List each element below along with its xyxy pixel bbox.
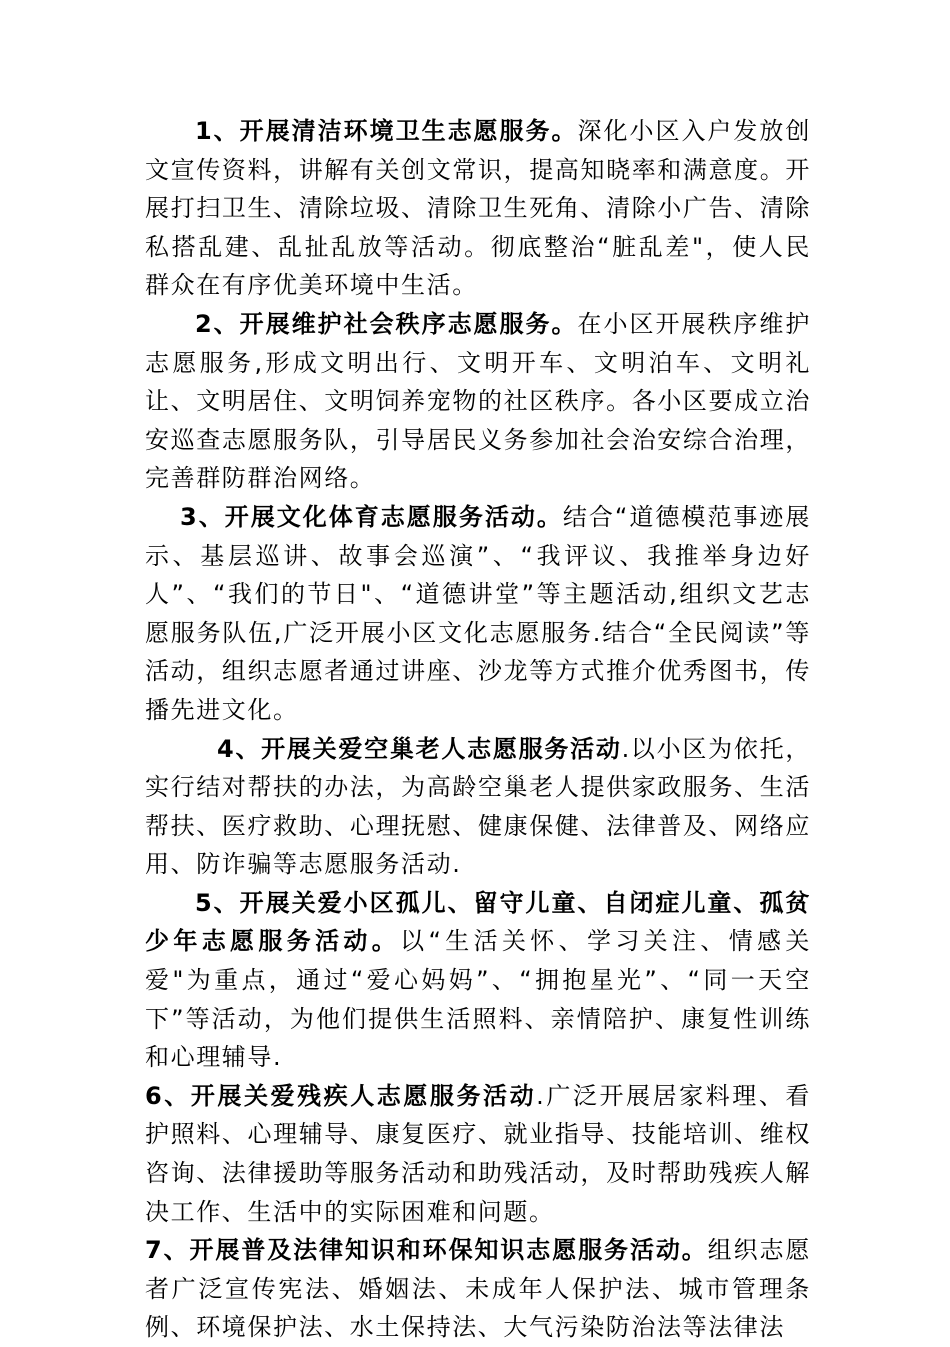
paragraph-1-heading: 1、开展清洁环境卫生志愿服务。 bbox=[195, 117, 578, 145]
paragraph-4-body: .以小区为依托，实行结对帮扶的办法，为高龄空巢老人提供家政服务、生活帮扶、医疗救助、心理抚慰、健康保健、法律普及、网络应用、防诈骗等志愿服务活动. bbox=[145, 734, 811, 879]
paragraph-4-heading: 4、开展关爱空巢老人志愿服务活动 bbox=[217, 734, 622, 763]
paragraph-6 bbox=[145, 1077, 811, 1231]
document-page bbox=[145, 112, 811, 1347]
paragraph-6-heading: 6、开展关爱残疾人志愿服务活动 bbox=[145, 1081, 537, 1110]
paragraph-3 bbox=[145, 498, 811, 730]
paragraph-5-body: 以“生活关怀、学习关注、情感关爱"为重点，通过“爱心妈妈”、“拥抱星光”、“同一天空下”等活动，为他们提供生活照料、亲情陪护、康复性训练和心理辅导. bbox=[145, 927, 812, 1072]
paragraph-7-heading: 7、开展普及法律知识和环保知识志愿服务活动。 bbox=[145, 1236, 708, 1265]
paragraph-7 bbox=[145, 1231, 811, 1347]
paragraph-1 bbox=[145, 112, 811, 305]
paragraph-5 bbox=[145, 884, 811, 1077]
paragraph-2 bbox=[145, 305, 811, 498]
paragraph-6-body: .广泛开展居家料理、看护照料、心理辅导、康复医疗、就业指导、技能培训、维权咨询、法律援助等服务活动和助残活动，及时帮助残疾人解决工作、生活中的实际困难和问题。 bbox=[145, 1081, 811, 1226]
paragraph-4 bbox=[145, 730, 811, 884]
paragraph-1-body: 深化小区入户发放创文宣传资料，讲解有关创文常识，提高知晓率和满意度。开展打扫卫生、清除垃圾、清除卫生死角、清除小广告、清除私搭乱建、乱扯乱放等活动。彻底整治“脏乱差"，使人民群众在有序优美环境中生活。 bbox=[145, 117, 811, 300]
paragraph-2-heading: 2、开展维护社会秩序志愿服务。 bbox=[195, 309, 578, 338]
paragraph-5-heading: 5、开展关爱小区孤儿、留守儿童、自闭症儿童、孤贫少年志愿服务活动。 bbox=[145, 888, 811, 956]
paragraph-3-body: 结合“道德模范事迹展示、基层巡讲、故事会巡演”、“我评议、我推举身边好人”、“我们的节日"、“道德讲堂”等主题活动,组织文艺志愿服务队伍,广泛开展小区文化志愿服务.结合“全民阅读”等活动，组织志愿者通过讲座、沙龙等方式推介优秀图书，传播先进文化。 bbox=[145, 502, 812, 724]
paragraph-2-body: 在小区开展秩序维护志愿服务,形成文明出行、文明开车、文明泊车、文明礼让、文明居住、文明饲养宠物的社区秩序。各小区要成立治安巡查志愿服务队，引导居民义务参加社会治安综合治理，完善群防群治网络。 bbox=[145, 309, 811, 493]
paragraph-7-body: 组织志愿者广泛宣传宪法、婚姻法、未成年人保护法、城市管理条例、环境保护法、水土保持法、大气污染防治法等法律法 bbox=[145, 1236, 811, 1342]
paragraph-3-heading: 3、开展文化体育志愿服务活动。 bbox=[180, 502, 563, 531]
